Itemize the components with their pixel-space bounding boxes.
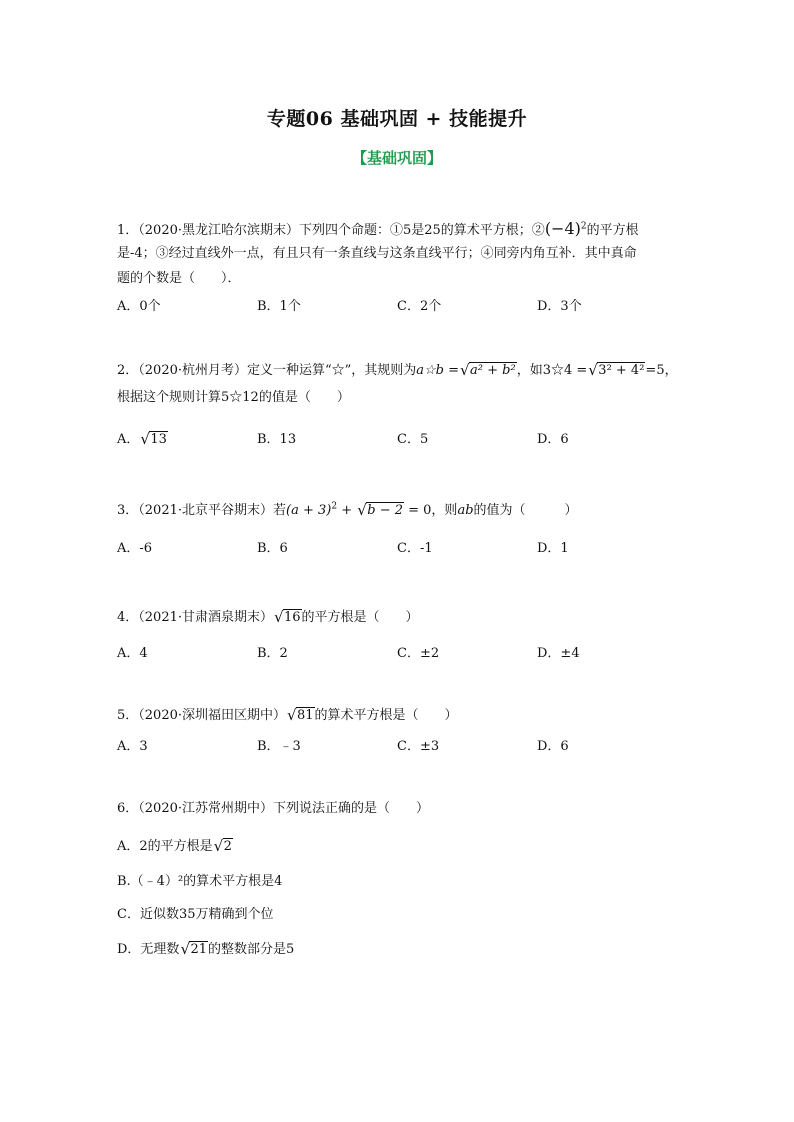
page-title: 专题06 基础巩固 + 技能提升 xyxy=(266,108,528,130)
q4-option-a[interactable]: A．4 xyxy=(117,646,148,661)
q6-option-a[interactable] xyxy=(117,838,233,856)
q4-option-c[interactable]: C．±2 xyxy=(397,646,440,661)
q2-definition-sqrt: √ a² + b² xyxy=(460,361,516,379)
question-2-line-1 xyxy=(117,362,678,380)
q4-option-d[interactable]: D．±4 xyxy=(537,646,580,661)
q5-option-d[interactable]: D．6 xyxy=(537,739,569,754)
q3-option-a[interactable]: A．-6 xyxy=(117,541,153,556)
question-5-line-1 xyxy=(117,707,458,725)
q2-option-a-sqrt: √ 13 xyxy=(140,430,167,448)
q5-option-b[interactable]: B．﹣3 xyxy=(257,739,301,754)
question-1-line-1 xyxy=(117,220,639,240)
q1-option-d[interactable]: D．3个 xyxy=(537,299,582,314)
q2-option-c[interactable]: C．5 xyxy=(397,432,429,447)
question-4-line-1 xyxy=(117,609,419,627)
question-6-line-1: 6．（2020·江苏常州期中）下列说法正确的是（ ） xyxy=(117,801,429,816)
q2-text-c: =5， xyxy=(645,363,678,378)
q3-expr-part-a: (a + 3) xyxy=(286,503,332,518)
q6-option-d-sqrt: √ 21 xyxy=(180,940,207,958)
q5-option-a[interactable]: A．3 xyxy=(117,739,148,754)
q2-option-b[interactable]: B．13 xyxy=(257,432,297,447)
q3-option-d[interactable]: D．1 xyxy=(537,541,569,556)
q2-example-sqrt: √ 3² + 4² xyxy=(588,361,645,379)
q3-plus: + xyxy=(337,503,357,518)
q2-option-a[interactable] xyxy=(117,431,168,449)
q6-option-b[interactable]: B.（﹣4）²的算术平方根是4 xyxy=(117,874,283,889)
q1-option-b[interactable]: B．1个 xyxy=(257,299,301,314)
q6-option-a-sqrt: √ 2 xyxy=(213,837,232,855)
q3-exponent: 2 xyxy=(331,501,338,512)
q4-option-b[interactable]: B．2 xyxy=(257,646,288,661)
q6-option-d[interactable] xyxy=(117,941,294,959)
q1-exponent: 2 xyxy=(580,221,587,232)
q4-text-a: 4．（2021·甘肃酒泉期末） xyxy=(117,610,273,625)
q1-option-c[interactable]: C．2个 xyxy=(397,299,442,314)
q5-option-c[interactable]: C．±3 xyxy=(397,739,440,754)
q2-text-b: ，如 xyxy=(516,363,543,378)
q2-example-lhs: 3☆4 = xyxy=(542,363,588,378)
question-2-line-2: 根据这个规则计算5☆12的值是（ ） xyxy=(117,390,350,405)
q6-option-d-text-b: 的整数部分是5 xyxy=(207,942,295,957)
q1-text-b: 的平方根 xyxy=(586,223,639,238)
q6-option-d-text-a: D．无理数 xyxy=(117,942,180,957)
q2-option-a-prefix: A． xyxy=(117,432,140,447)
q5-sqrt: √ 81 xyxy=(287,706,314,724)
q2-option-d[interactable]: D．6 xyxy=(537,432,569,447)
q3-option-c[interactable]: C．-1 xyxy=(397,541,433,556)
q3-equals: = 0 xyxy=(403,503,432,518)
q4-text-b: 的平方根是（ ） xyxy=(301,610,419,625)
q3-sqrt: √ b − 2 xyxy=(357,501,403,519)
q1-text-a: 1．（2020·黑龙江哈尔滨期末）下列四个命题：①5是25的算术平方根；② xyxy=(117,223,545,238)
q5-text-a: 5．（2020·深圳福田区期中） xyxy=(117,708,286,723)
question-1-line-2: 是-4；③经过直线外一点，有且只有一条直线与这条直线平行；④同旁内角互补．其中真命 xyxy=(117,246,637,261)
q1-expression: (−4) xyxy=(544,219,581,238)
q6-option-c[interactable]: C．近似数35万精确到个位 xyxy=(117,907,274,922)
q3-text-b: ，则 xyxy=(431,503,458,518)
question-1-line-3: 题的个数是（ ）． xyxy=(117,271,241,286)
q3-ab: ab xyxy=(457,503,474,518)
q2-definition-lhs: a☆b = xyxy=(416,363,460,378)
q4-sqrt: √ 16 xyxy=(274,608,301,626)
q5-text-b: 的算术平方根是（ ） xyxy=(314,708,458,723)
q3-text-c: 的值为（ ） xyxy=(473,503,578,518)
q3-text-a: 3．（2021·北京平谷期末）若 xyxy=(117,503,286,518)
q6-option-a-text: A．2的平方根是 xyxy=(117,839,213,854)
q1-option-a[interactable]: A．0个 xyxy=(117,299,161,314)
q2-text-a: 2．（2020·杭州月考）定义一种运算“☆”，其规则为 xyxy=(117,363,417,378)
question-3-line-1 xyxy=(117,502,578,520)
section-heading: 【基础巩固】 xyxy=(351,149,442,167)
q3-option-b[interactable]: B．6 xyxy=(257,541,288,556)
